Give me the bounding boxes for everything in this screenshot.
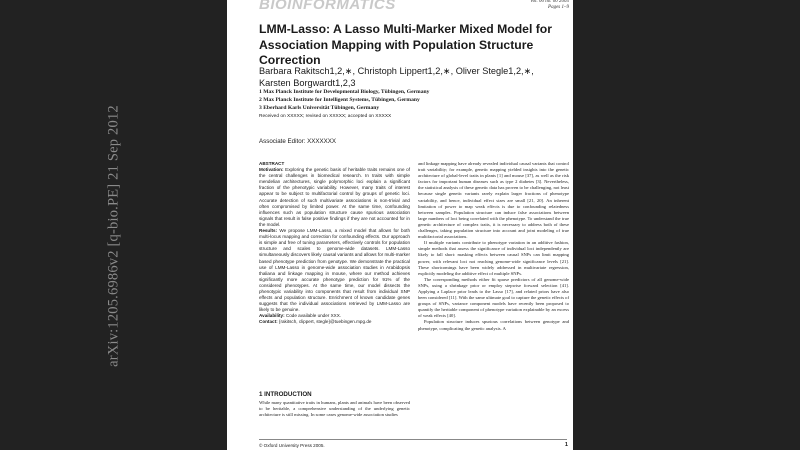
paragraph: Population structure induces spurious correlations between genotype and phenotype, complicating the genetic analysis. A (418, 319, 569, 331)
contact-text: {rakitsch, clippert, stegle}@tuebingen.mpg.de (278, 319, 372, 325)
right-column (418, 161, 569, 332)
introduction-heading: 1 INTRODUCTION (259, 391, 312, 398)
author-list: Barbara Rakitsch1,2,∗, Christoph Lippert1,2,∗, Oliver Stegle1,2,∗, Karsten Borgwardt1,2,3 (259, 66, 534, 88)
volume-info: Vol. 00 no. 00 2005 (530, 0, 569, 4)
results-text: We propose LMM-Lasso, a mixed model that allows for both multi-locus mapping and correction for confounding effects. Our approach is simple and free of tuning parameters, effectively controls for population structure and scales to genome-wide datasets. LMM-Lasso simultaneously discovers likely causal variants and allows for multi-marker based phenotype prediction from genotype. We demonstrate the practical use of LMM-Lasso in genome-wide association studies in Arabidopsis thaliana and linkage mapping in mouse, where our method achieves significantly more accurate phenotype prediction for 91% of the considered phenotypes. At the same time, our model dissects the phenotypic variability into components that result from individual SNP effects and population structure. Enrichment of known candidate genes suggests that the individual associations retrieved by LMM-Lasso are likely to be genuine. (259, 228, 410, 313)
paragraph: and linkage mapping have already revealed individual causal variants that control trait variability; for example, genetic mapping yielded insights into the genetic architecture of global-level traits in plants [1] and mouse [37], as well as the risk factors for important human diseases such as type 2 diabetes [3]. Nevertheless, the statistical analysis of these genetic data has proven to be challenging, not least because single genetic variants rarely explain larger fractions of phenotype variability, and hence, individual effect sizes are small [21, 20]. An inherent limitation of power to map weak effects is due to confounding relatedness between samples. Population structure can induce false associations between large numbers of loci being correlated with the phenotype. To understand the true genetic architecture of complex traits, it is necessary to address both of these challenges, taking population structure into account and joint modeling of true multifactorial associations. (418, 161, 569, 240)
results-label: Results: (259, 228, 278, 234)
associate-editor: Associate Editor: XXXXXXX (259, 138, 337, 145)
availability-text: Code available under XXX. (285, 313, 342, 319)
arxiv-identifier: arXiv:1205.6986v2 [q-bio.PE] 21 Sep 2012 (105, 105, 122, 367)
paper-page (227, 0, 573, 450)
abstract-motivation (259, 167, 410, 228)
affiliation-2: 2 Max Planck Institute for Intelligent Systems, Tübingen, Germany (259, 97, 420, 103)
journal-name: BIOINFORMATICS (259, 0, 396, 13)
abstract-results (259, 228, 410, 313)
motivation-label: Motivation: (259, 167, 284, 173)
abstract-section (259, 161, 410, 326)
abstract-contact (259, 319, 410, 325)
availability-label: Availability: (259, 313, 285, 319)
paragraph: The corresponding methods either fit sparse predictors of all genome-wide SNPs, using a shrinkage prior or employ stepwise forward selection [41]. Applying a Laplace prior leads to the Lasso [17], and related priors have also been considered [11]. With the same ultimate goal to capture the genetic effects of groups of SNPs, variance component models have recently been proposed to quantify the heritable component of phenotype variation explainable by an excess of weak effects [40]. (418, 276, 570, 319)
paper-title: LMM-Lasso: A Lasso Multi-Marker Mixed Model for Association Mapping with Population Structure Correction (259, 22, 552, 67)
received-dates: Received on XXXXX; revised on XXXXX; accepted on XXXXX (259, 114, 392, 119)
motivation-text: Exploring the genetic basis of heritable traits remains one of the central challenges in biomedical research. In traits with simple mendelian architectures, single polymorphic loci explain a significant fraction of the phenotypic variability. However, many traits of interest appear to be subject to multifactorial control by groups of genetic loci. Accurate detection of such multivariate associations is non-trivial and often compromised by limited power. At the same time, confounding influences such as population structure cause spurious association signals that result in false positive findings if they are not accounted for in the model. (259, 167, 410, 227)
introduction-text: While many quantitative traits in humans, plants and animals have been observed to be heritable, a comprehensive understanding of the underlying genetic architecture is still missing. In some cases genome-wide association studies (259, 400, 410, 418)
affiliation-1: 1 Max Planck Institute for Developmental Biology, Tübingen, Germany (259, 89, 430, 95)
footer-divider (259, 439, 567, 440)
abstract-heading: ABSTRACT (259, 161, 285, 166)
contact-label: Contact: (259, 319, 278, 325)
paragraph: If multiple variants contribute to phenotype variation in an additive fashion, simple methods that assess the significance of individual loci independently are likely to fall short: masking effects between causal SNPs can limit mapping power, with relevant loci not reaching genome-wide significance levels [21]. These shortcomings have been widely addressed in multivariate regression, explicitly modeling the additive effect of multiple SNPs. (418, 240, 569, 276)
copyright: © Oxford University Press 2005. (259, 443, 325, 448)
page-number: 1 (564, 442, 568, 448)
page-range: Pages 1–9 (548, 5, 569, 10)
affiliation-3: 3 Eberhard Karls Universität Tübingen, Germany (259, 105, 380, 111)
